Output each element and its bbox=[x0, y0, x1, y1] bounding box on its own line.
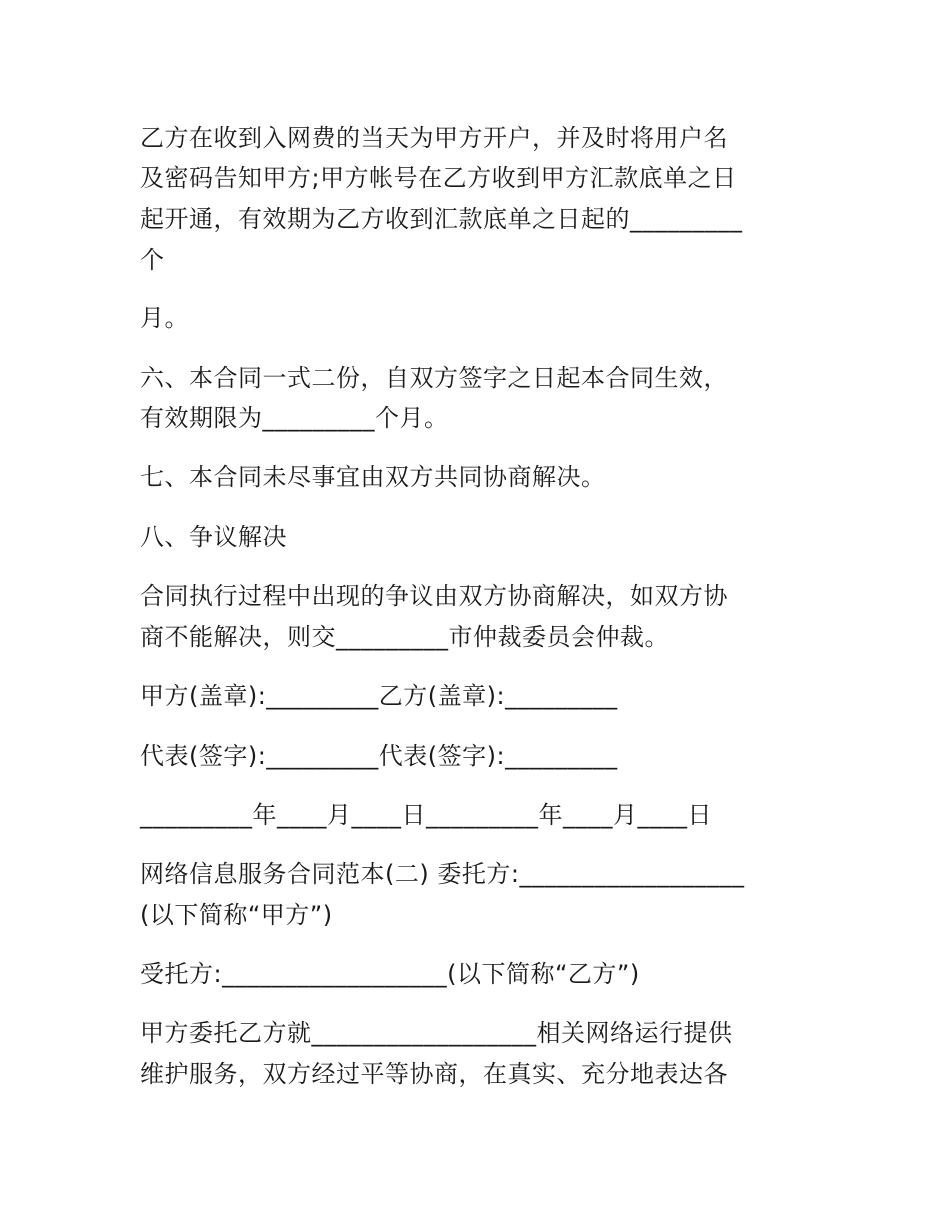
clause-six-line: 有效期限为_________个月。 bbox=[140, 404, 449, 432]
clause-six-line: 六、本合同一式二份，自双方签字之日起本合同生效， bbox=[140, 364, 728, 392]
clause-seven-line: 七、本合同未尽事宜由双方共同协商解决。 bbox=[140, 463, 606, 491]
signature-line: 代表(签字):_________代表(签字):_________ bbox=[140, 742, 618, 770]
clause-eight-heading: 八、争议解决 bbox=[140, 523, 287, 551]
trustee-line: 受托方:__________________(以下简称“乙方”) bbox=[140, 960, 640, 988]
paragraph-line: 甲方委托乙方就__________________相关网络运行提供 bbox=[140, 1019, 733, 1047]
paragraph-line: 个 bbox=[140, 246, 165, 274]
paragraph-line: 乙方在收到入网费的当天为甲方开户，并及时将用户名 bbox=[140, 124, 728, 152]
paragraph-line: 月。 bbox=[140, 304, 189, 332]
dispute-line: 商不能解决，则交_________市仲裁委员会仲裁。 bbox=[140, 623, 669, 651]
contract-title-line: 网络信息服务合同范本(二) 委托方:__________________ bbox=[140, 860, 745, 888]
paragraph-line: 维护服务，双方经过平等协商，在真实、充分地表达各 bbox=[140, 1060, 728, 1088]
paragraph-line: 起开通，有效期为乙方收到汇款底单之日起的_________ bbox=[140, 205, 743, 233]
paragraph-line: 及密码告知甲方;甲方帐号在乙方收到甲方汇款底单之日 bbox=[140, 164, 737, 192]
date-line: _________年____月____日_________年____月____日 bbox=[140, 801, 712, 829]
contract-title-line: (以下简称“甲方”) bbox=[140, 901, 333, 929]
dispute-line: 合同执行过程中出现的争议由双方协商解决，如双方协 bbox=[140, 582, 728, 610]
seal-line: 甲方(盖章):_________乙方(盖章):_________ bbox=[140, 682, 618, 710]
